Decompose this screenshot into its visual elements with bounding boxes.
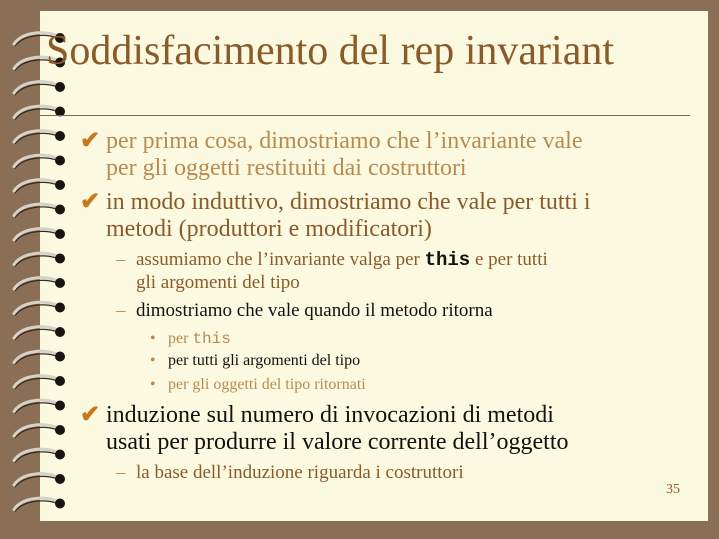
- sub-bullet-text: gli argomenti del tipo: [136, 272, 300, 293]
- sub-bullet-text: assumiamo che l’invariante valga per this e per tutti: [136, 249, 548, 271]
- dash-icon: –: [116, 462, 126, 483]
- sub-sub-bullet-text: per tutti gli argomenti del tipo: [168, 352, 361, 369]
- sub-sub-bullet-text: per gli oggetti del tipo ritornati: [168, 376, 366, 393]
- check-icon: ✔: [80, 402, 101, 428]
- sub-bullet-text: dimostriamo che vale quando il metodo ritorna: [136, 300, 493, 321]
- bullet-text: per prima cosa, dimostriamo che l’invariante vale: [106, 128, 583, 154]
- sub-sub-bullet-text: per this: [168, 330, 231, 348]
- bullet-text: in modo induttivo, dimostriamo che vale per tutti i: [106, 189, 591, 215]
- dash-icon: –: [116, 300, 126, 321]
- slide-title: Soddisfacimento del rep invariant: [46, 28, 615, 74]
- bullet-text: metodi (produttori e modificatori): [106, 216, 432, 242]
- dot-icon: •: [150, 352, 156, 369]
- check-icon: ✔: [80, 189, 101, 215]
- page-number: 35: [666, 482, 680, 497]
- dash-icon: –: [116, 249, 126, 270]
- dot-icon: •: [150, 376, 156, 393]
- bullet-text: induzione sul numero di invocazioni di metodi: [106, 402, 554, 428]
- dot-icon: •: [150, 330, 156, 347]
- bullet-text: per gli oggetti restituiti dai costruttori: [106, 155, 467, 181]
- check-icon: ✔: [80, 128, 101, 154]
- bullet-text: usati per produrre il valore corrente dell’oggetto: [106, 429, 569, 455]
- sub-bullet-text: la base dell’induzione riguarda i costruttori: [136, 462, 464, 483]
